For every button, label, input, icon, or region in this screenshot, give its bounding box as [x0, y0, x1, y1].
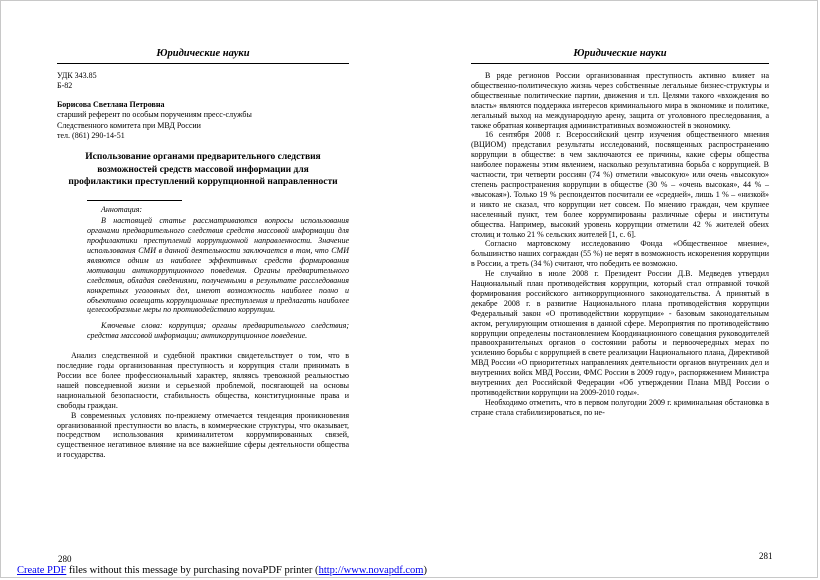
- left-body-paragraph: Анализ следственной и судебной практики свидетельствует о том, что в последние годы организованная преступность и коррупция стали принимать в России все более профессиональный характер, являясь тревожной реальностью нашей повседневной жизни и серьезной проблемой, посягающей на основы национальной безопасности, стабильность общества, конституционные права и свободы граждан.: [57, 351, 349, 410]
- page-number-left: 280: [58, 554, 72, 564]
- author-name: Борисова Светлана Петровна: [57, 99, 165, 109]
- article-title: Использование органами предварительного следствия возможностей средств массовой информации для профилактики преступлений коррупционной направленности: [68, 152, 338, 188]
- keywords-text: Ключевые слова: коррупция; органы предварительного следствия; средства массовой информации; антикоррупционное поведение.: [87, 321, 349, 341]
- annotation-divider: [87, 200, 182, 201]
- create-pdf-link[interactable]: Create PDF: [17, 565, 67, 576]
- udc-number: УДК 343.85: [57, 71, 97, 81]
- right-body-text: [471, 71, 769, 418]
- annotation-label: Аннотация:: [101, 205, 143, 215]
- right-body-paragraph: Необходимо отметить, что в первом полугодии 2009 г. криминальная обстановка в стране стала стабилизироваться, по не-: [471, 397, 769, 417]
- novapdf-url-link[interactable]: http://www.novapdf.com: [318, 565, 424, 576]
- author-affiliation-line: Следственного комитета при МВД России: [57, 120, 201, 130]
- right-body-paragraph: Согласно мартовскому исследованию Фонда «Общественное мнение», большинство наших сограждан (55 %) не верят в возможность искоренения коррупции в России, а треть (34 %) считают, что победить ее возможно.: [471, 239, 769, 269]
- novapdf-watermark: [17, 565, 427, 576]
- watermark-text: files without this message by purchasing novaPDF printer (: [66, 565, 319, 576]
- right-running-header: Юридические науки: [471, 47, 769, 64]
- left-body-text: [57, 351, 349, 460]
- author-phone-line: тел. (861) 290-14-51: [57, 130, 125, 140]
- left-body-paragraph: В современных условиях по-прежнему отмечается тенденция проникновения организованной преступности во власть, в коммерческие структуры, что оказывает, посредством использования криминалитетом коррумпированных связей, существенное негативное влияние на все важнейшие сферы деятельности общества и государства.: [57, 410, 349, 460]
- page-left: [57, 47, 349, 460]
- annotation-block: [87, 200, 349, 341]
- udc-code: Б-82: [57, 81, 73, 91]
- right-body-paragraph: В ряде регионов России организованная преступность активно влияет на общественно-политическую жизнь через собственные легальные бизнес-структуры и общественные политические партии, движения и т.п. Целями такого «вхождения во власть» являются поддержка интересов криминального мира в экономике и политике, легальный выход на международную арену, защита от уголовного преследования, а также обратная конвертация административных возможностей в экономику.: [471, 71, 769, 130]
- left-running-header: Юридические науки: [57, 47, 349, 64]
- udc-block: [57, 71, 349, 92]
- page-right: [471, 47, 769, 418]
- author-position-line: старший референт по особым поручениям пресс-службы: [57, 110, 252, 120]
- right-body-paragraph: Не случайно в июле 2008 г. Президент России Д.В. Медведев утвердил Национальный план противодействия коррупции, который стал отправной точкой формирования российского антикоррупционного законодательства. А принятый в декабре 2008 г. в развитие Национального плана противодействия коррупции Федеральный закон «О противодействии коррупции» - базовым законодательным актом, регулирующим отношения в данной сфере. Мероприятия по противодействию коррупции определены постановлением Координационного совещания руководителей правоохранительных органов о состоянии работы и первоочередных мерах по усилению борьбы с коррупцией в свете реализации Национального плана, Директивой МВД России «О приоритетных направлениях деятельности органов внутренних дел и внутренних войск МВД России, ФМС России в 2009 году», распоряжением Министра внутренних дел Российской Федерации «Об утверждении Плана МВД России о противодействии коррупции на 2009-2010 годы».: [471, 269, 769, 398]
- page-number-right: 281: [759, 551, 773, 561]
- right-body-paragraph: 16 сентября 2008 г. Всероссийский центр изучения общественного мнения (ВЦИОМ) представил результаты исследований, посвященных распространению коррупции в обществе: в чем заключаются ее причины, какие сферы общества наиболее поражены этим явлением, насколько результативна борьба с коррупцией. В частности, три четверти россиян (74 %) отметили «высокую» или очень «высокую» степень распространения коррупции в обществе (30 % – «очень высокая», 44 % – «высокая»). Только 19 % респондентов посчитали ее «средней», лишь 1 % – «низкой» и никто не сказал, что коррупции нет совсем. По мнению граждан, чем крупнее населенный пункт, тем более коррумпированы различные сферы и институты общества. Например, высокий уровень коррупции отметили 42 % жителей обеих столиц и только 21 % сельских жителей [1, с. 6].: [471, 130, 769, 239]
- annotation-text: В настоящей статье рассматриваются вопросы использования органами предварительного следствия средств массовой информации для профилактики преступлений коррупционной направленности. Значение использования СМИ в данной деятельности заключается в том, что СМИ являются одним из наиболее эффективных средств формирования мотивации антикоррупционного поведения. Органы предварительного следствия, обладая сведениями, полученными в результате расследования конкретных уголовных дел, имеют возможность наиболее полно и объективно освещать коррупционные преступления и предлагать наиболее целесообразные меры по противодействию коррупции.: [87, 216, 349, 315]
- watermark-text-end: ): [423, 565, 427, 576]
- author-block: [57, 100, 349, 142]
